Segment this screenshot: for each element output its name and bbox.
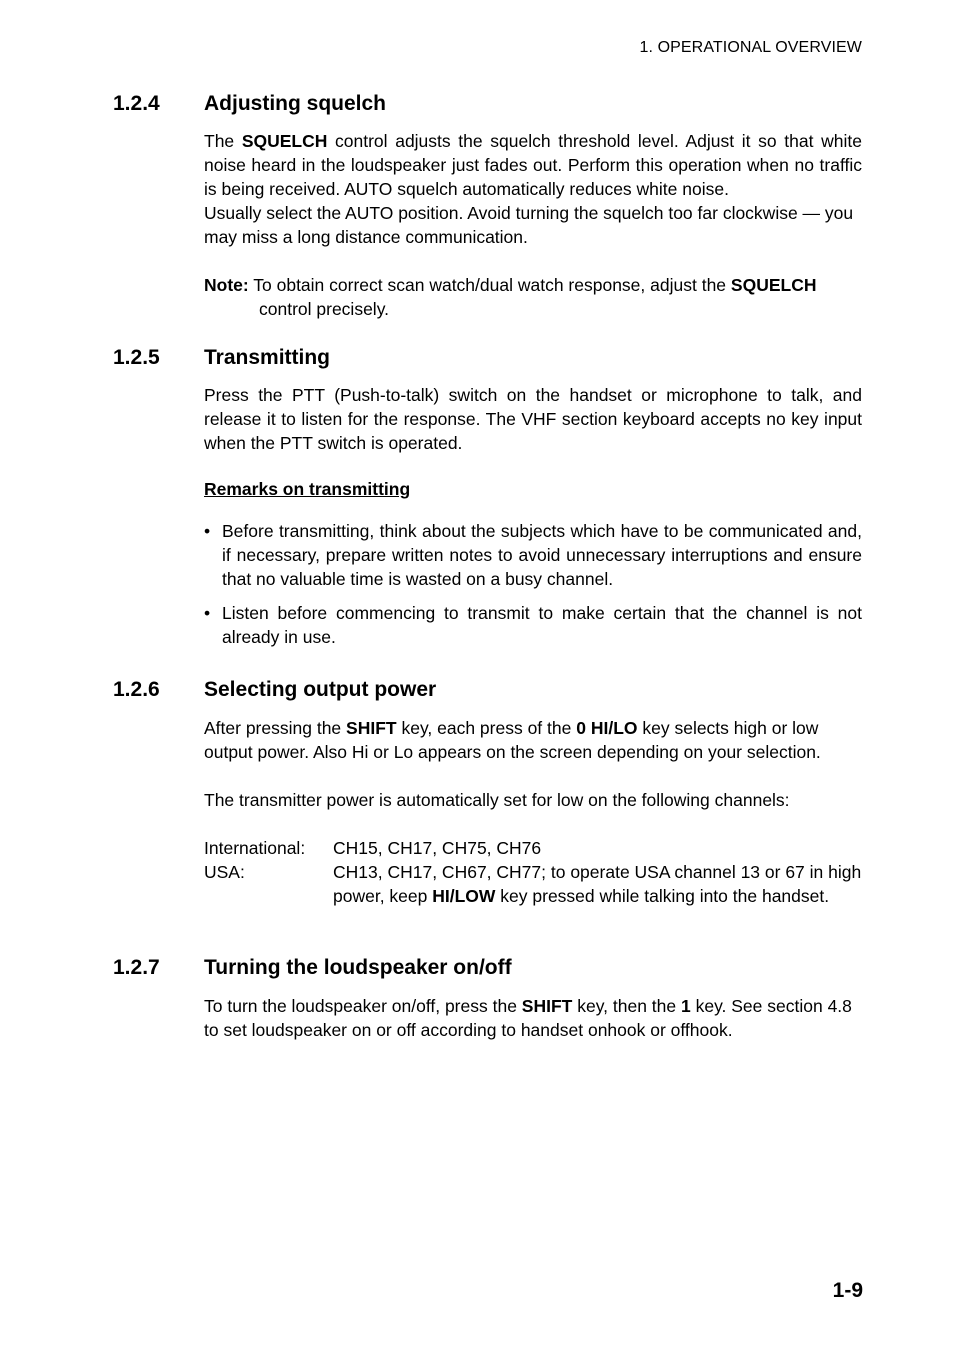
section-title: Transmitting (204, 346, 331, 369)
text-run: To obtain correct scan watch/dual watch response, adjust the (248, 275, 731, 295)
section-title: Selecting output power (204, 678, 437, 701)
section-heading-1-2-7 (113, 956, 512, 980)
section-number: 1.2.5 (113, 346, 160, 369)
list-item-text: Listen before commencing to transmit to make certain that the channel is not already in use. (222, 603, 862, 647)
shift-key-label: SHIFT (521, 996, 573, 1016)
list-item (204, 601, 862, 649)
page-number: 1-9 (832, 1279, 863, 1302)
text-run: key, each press of the (396, 718, 577, 738)
loudspeaker-paragraph (204, 994, 862, 1042)
section-number: 1.2.6 (113, 678, 160, 701)
section-number: 1.2.4 (113, 92, 160, 115)
channel-row-label: USA: (204, 862, 245, 882)
section-heading-1-2-6 (113, 678, 436, 702)
one-key-label: 1 (681, 996, 691, 1016)
text-run: key. See section 4.8 to set loudspeaker on or off according to handset onhook or offhook. (204, 996, 852, 1040)
remarks-heading: Remarks on transmitting (204, 479, 411, 499)
text-run: control adjusts the squelch threshold level. Adjust it so that white noise heard in the loudspeaker just fades out. Perform this operation when no traffic is being received. AUTO squelch automatically reduces white noise. (204, 131, 862, 199)
note-label: Note: (204, 275, 249, 295)
squelch-auto-paragraph (204, 201, 862, 249)
hilo-key-label: 0 HI/LO (576, 718, 638, 738)
section-heading-1-2-4 (113, 92, 386, 116)
text-run: key, then the (572, 996, 681, 1016)
section-number: 1.2.7 (113, 956, 160, 979)
channel-row-value (333, 860, 862, 908)
output-power-paragraph (204, 716, 862, 764)
shift-key-label: SHIFT (346, 718, 397, 738)
squelch-note (204, 273, 862, 321)
hilow-key-label: HI/LOW (432, 886, 496, 906)
note-continuation: control precisely. (259, 299, 390, 319)
text-run: CH13, CH17, CH67, CH77; to operate USA channel 13 or 67 in high power, keep (333, 862, 862, 906)
list-item-text: Before transmitting, think about the subjects which have to be communicated and, if necessary, prepare written notes to avoid unnecessary interruptions and ensure that no valuable time is wasted on a busy channel. (222, 521, 862, 589)
squelch-paragraph (204, 129, 862, 201)
bullet-icon: • (204, 603, 211, 623)
bullet-icon: • (204, 521, 211, 541)
text-run: To turn the loudspeaker on/off, press the (204, 996, 522, 1016)
list-item (204, 519, 862, 591)
channel-row-usa (204, 860, 862, 908)
text-run: The (204, 131, 242, 151)
channel-row-label: International: (204, 838, 306, 858)
running-header: 1. OPERATIONAL OVERVIEW (639, 39, 862, 56)
channel-row-international (204, 836, 862, 860)
section-title: Turning the loudspeaker on/off (204, 956, 512, 979)
low-power-paragraph (204, 788, 862, 812)
text-run: key pressed while talking into the handset. (495, 886, 830, 906)
channel-row-value: CH15, CH17, CH75, CH76 (333, 838, 542, 858)
section-heading-1-2-5 (113, 346, 330, 370)
text-run: After pressing the (204, 718, 347, 738)
transmitting-paragraph (204, 383, 862, 455)
squelch-keyword: SQUELCH (730, 275, 817, 295)
text-run: Usually select the AUTO position. Avoid turning the squelch too far clockwise — you may miss a long distance communication. (204, 203, 854, 247)
text-run: key selects high or low output power. Also Hi or Lo appears on the screen depending on your selection. (204, 718, 821, 762)
section-title: Adjusting squelch (204, 92, 387, 115)
squelch-keyword: SQUELCH (241, 131, 328, 151)
text-run: The transmitter power is automatically set for low on the following channels: (204, 790, 790, 810)
text-run: Press the PTT (Push-to-talk) switch on the handset or microphone to talk, and release it to listen for the response. The VHF section keyboard accepts no key input when the PTT switch is operated. (204, 385, 862, 453)
